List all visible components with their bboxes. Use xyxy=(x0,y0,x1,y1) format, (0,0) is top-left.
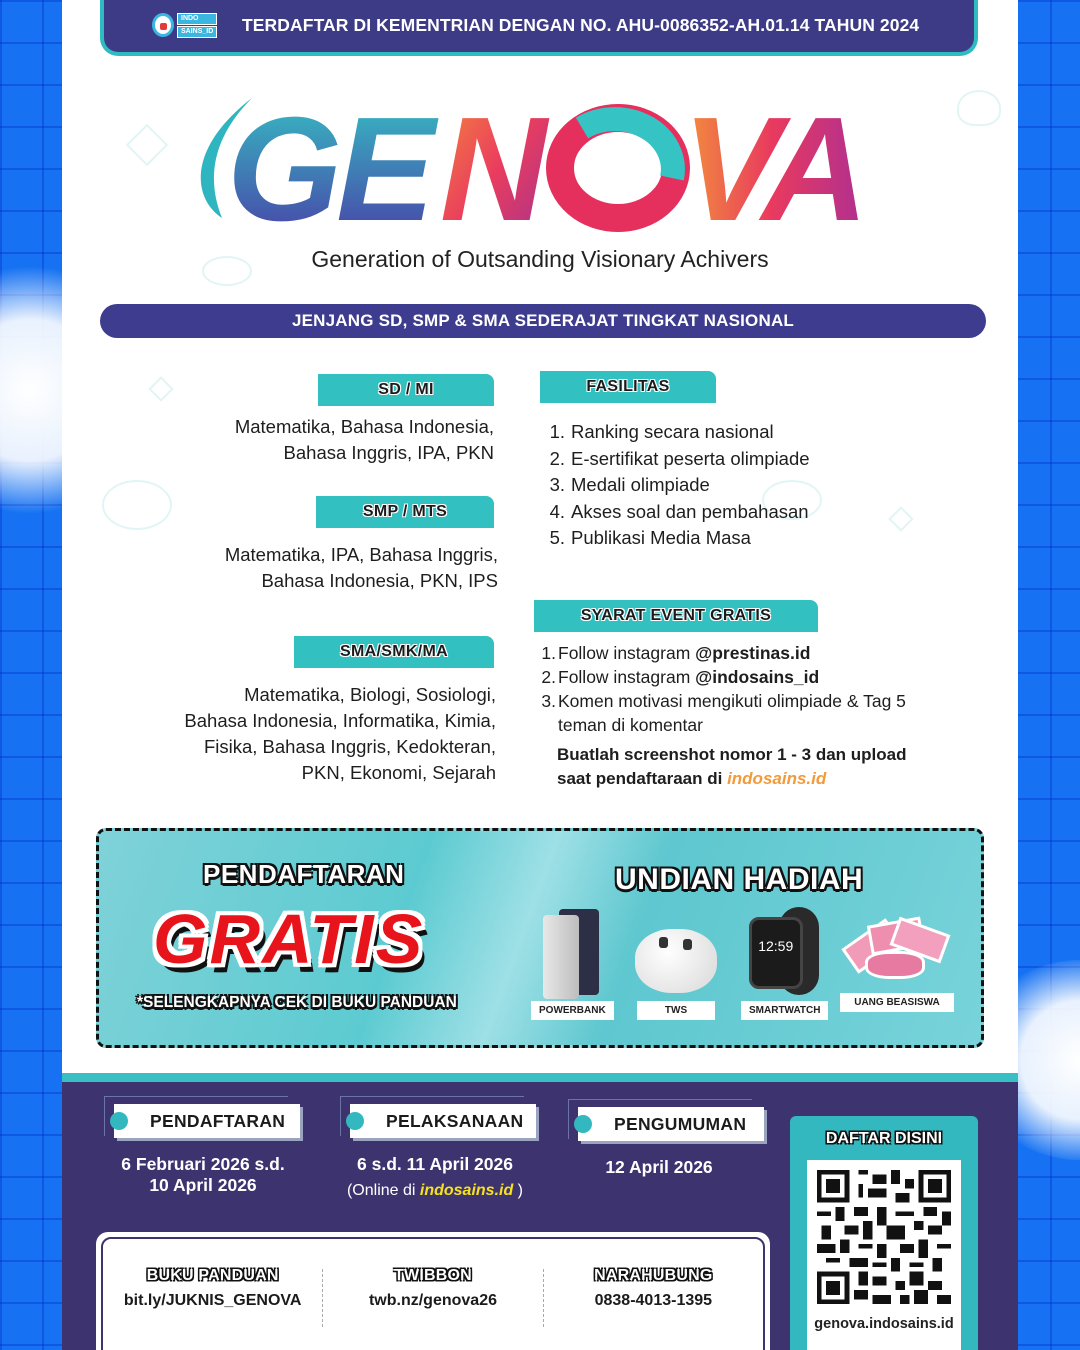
schedule-announcement xyxy=(578,1107,764,1178)
subject-line: Matematika, Biologi, Sosiologi, xyxy=(244,684,496,705)
raffle-label: UNDIAN HADIAH xyxy=(615,863,864,896)
genova-logo xyxy=(182,88,902,238)
instagram-handle[interactable]: @indosains_id xyxy=(695,667,820,687)
twibbon-url[interactable]: twb.nz/genova26 xyxy=(368,1292,497,1309)
prize-smartwatch xyxy=(741,907,828,1020)
subject-line: Matematika, Bahasa Indonesia, xyxy=(234,416,494,437)
contact-label: NARAHUBUNG xyxy=(594,1267,713,1284)
schedule-date: 6 s.d. 11 April 2026 xyxy=(357,1154,513,1174)
powerbank-icon xyxy=(537,907,607,999)
subjects-sma xyxy=(184,682,496,786)
triangle-doodle xyxy=(126,124,168,166)
svg-text:VA: VA xyxy=(682,88,861,238)
level-pill-smp xyxy=(316,496,494,528)
bullet-dot-icon xyxy=(574,1115,592,1133)
svg-text:N: N xyxy=(440,88,541,238)
subject-line: Bahasa Indonesia, PKN, IPS xyxy=(261,570,498,591)
heart-doodle xyxy=(957,90,1001,126)
schedule-tag: PENGUMUMAN xyxy=(578,1107,764,1141)
prize-label: UANG BEASISWA xyxy=(840,993,954,1012)
info-links-card xyxy=(96,1232,770,1350)
schedule-registration xyxy=(114,1104,300,1196)
registration-header xyxy=(100,0,978,56)
registration-number: TERDAFTAR DI KEMENTRIAN DENGAN NO. AHU-0086352-AH.01.14 TAHUN 2024 xyxy=(242,14,920,35)
poster xyxy=(62,0,1018,1350)
facility-item: 2. E-sertifikat peserta olimpiade xyxy=(549,447,810,469)
twibbon-label: TWIBBON xyxy=(394,1267,472,1284)
subject-line: PKN, Ekonomi, Sejarah xyxy=(301,762,496,783)
star-doodle xyxy=(148,376,173,401)
requirement-item: 3. Komen motivasi mengikuti olimpiade & Tag 5 teman di komentar xyxy=(541,691,906,735)
heart-doodle xyxy=(102,480,172,530)
subject-line: Matematika, IPA, Bahasa Inggris, xyxy=(224,544,498,565)
requirement-item: 1. Follow instagram @prestinas.id xyxy=(541,643,811,663)
prize-scholarship xyxy=(835,907,959,1012)
guidebook-link[interactable] xyxy=(103,1267,322,1350)
star-doodle xyxy=(888,506,913,531)
subject-line: Fisika, Bahasa Inggris, Kedokteran, xyxy=(203,736,496,757)
facility-item: 4. Akses soal dan pembahasan xyxy=(549,500,809,522)
genova-wordmark-icon xyxy=(182,88,902,238)
prize-label: TWS xyxy=(637,1001,715,1020)
qr-code-icon[interactable] xyxy=(817,1170,951,1304)
logo-text-bottom: SAINS_ID xyxy=(177,26,217,38)
online-note: (Online di indosains.id ) xyxy=(346,1182,524,1199)
schedule-date: 12 April 2026 xyxy=(605,1157,713,1177)
level-label: SMA/SMK/MA xyxy=(340,643,448,660)
register-qr-card[interactable] xyxy=(790,1116,978,1350)
earbuds-icon xyxy=(631,907,721,999)
guidebook-url[interactable]: bit.ly/JUKNIS_GENOVA xyxy=(123,1292,302,1309)
free-label: GRATIS xyxy=(153,900,425,978)
schedule-date: 6 Februari 2026 s.d. 10 April 2026 xyxy=(121,1154,285,1195)
subject-line: Bahasa Inggris, IPA, PKN xyxy=(283,442,494,463)
schedule-execution xyxy=(346,1104,536,1200)
guidebook-label: BUKU PANDUAN xyxy=(146,1267,279,1284)
prize-tws xyxy=(631,907,721,1020)
logo-text-top: INDO xyxy=(177,13,217,25)
level-banner: JENJANG SD, SMP & SMA SEDERAJAT TINGKAT NASIONAL xyxy=(100,304,986,338)
level-label: SMP / MTS xyxy=(362,503,448,520)
subjects-sd xyxy=(235,414,494,466)
molecule-icon xyxy=(152,13,174,37)
level-pill-sd xyxy=(318,374,494,406)
schedule-tag: PENDAFTARAN xyxy=(114,1104,300,1138)
contact-info xyxy=(544,1267,763,1350)
facilities-pill xyxy=(540,371,716,403)
bullet-dot-icon xyxy=(346,1112,364,1130)
subjects-smp xyxy=(225,542,498,594)
smartwatch-icon: 12:59 xyxy=(745,907,825,999)
indosains-link[interactable]: indosains.id xyxy=(727,769,827,788)
guide-footnote: *SELENGKAPNYA CEK DI BUKU PANDUAN xyxy=(137,994,457,1011)
register-url[interactable]: genova.indosains.id xyxy=(814,1316,954,1332)
prize-label: POWERBANK xyxy=(531,1001,614,1020)
prize-powerbank xyxy=(531,907,614,1020)
prize-label: SMARTWATCH xyxy=(741,1001,828,1020)
requirements-label: SYARAT EVENT GRATIS xyxy=(580,607,772,624)
bullet-dot-icon xyxy=(110,1112,128,1130)
facility-item: 5. Publikasi Media Masa xyxy=(549,527,751,548)
level-label: SD / MI xyxy=(378,381,434,398)
promo-box xyxy=(96,828,984,1048)
twibbon-link[interactable] xyxy=(323,1267,542,1350)
screenshot-note: Buatlah screenshot nomor 1 - 3 dan upload saat pendaftaraan di indosains.id xyxy=(557,745,907,788)
requirements-pill xyxy=(534,600,818,632)
requirements-list xyxy=(538,641,968,791)
contact-phone[interactable]: 0838-4013-1395 xyxy=(594,1292,713,1309)
requirement-item: 2. Follow instagram @indosains_id xyxy=(541,667,820,687)
schedule-section xyxy=(62,1073,1018,1350)
register-label: DAFTAR DISINI xyxy=(825,1130,943,1147)
instagram-handle[interactable]: @prestinas.id xyxy=(695,643,811,663)
indosains-link[interactable]: indosains.id xyxy=(419,1182,514,1199)
facilities-label: FASILITAS xyxy=(586,378,670,395)
level-pill-sma xyxy=(294,636,494,668)
svg-text:GE: GE xyxy=(227,88,429,238)
schedule-tag: PELAKSANAAN xyxy=(350,1104,536,1138)
facilities-list xyxy=(546,419,810,552)
tagline: Generation of Outsanding Visionary Achivers xyxy=(311,246,769,272)
facility-item: 3. Medali olimpiade xyxy=(549,474,710,495)
banknotes-icon xyxy=(835,907,959,991)
indosains-logo xyxy=(152,9,226,41)
subject-line: Bahasa Indonesia, Informatika, Kimia, xyxy=(184,710,496,731)
facility-item: 1. Ranking secara nasional xyxy=(549,421,774,442)
registration-label: PENDAFTARAN xyxy=(203,859,405,889)
